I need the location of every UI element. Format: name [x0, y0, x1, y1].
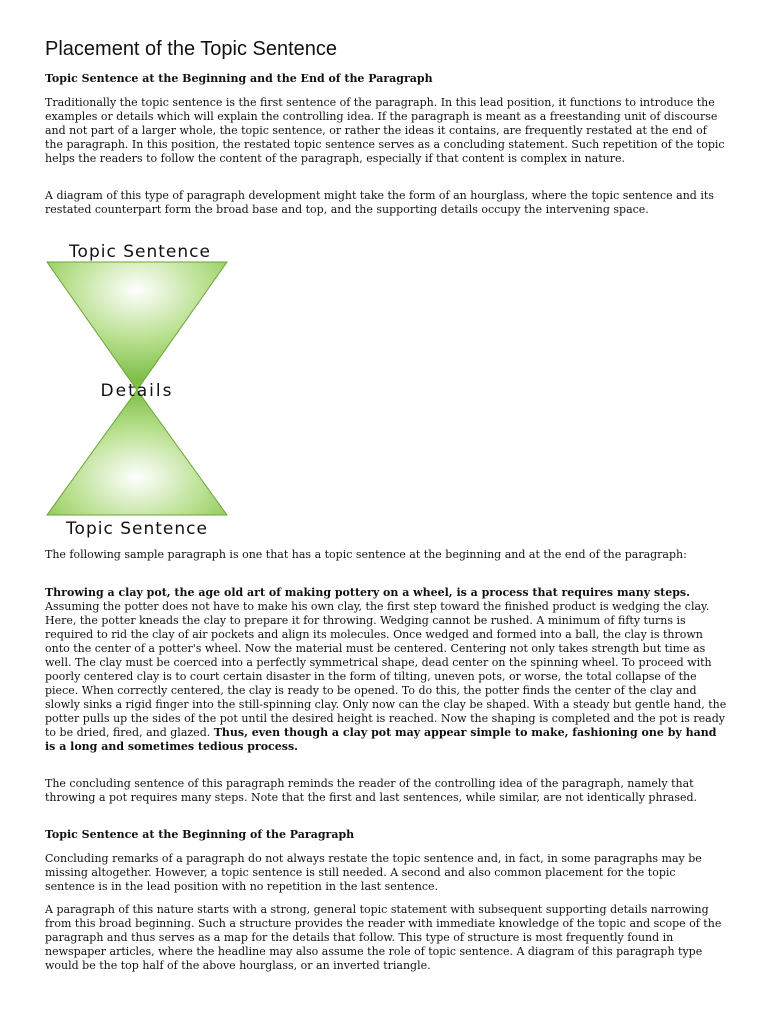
paragraph-concluding-remarks: The concluding sentence of this paragraph reminds the reader of the controlling idea of the paragraph, namely that throwing a pot requires many steps. Note that the first and last sentences, while similar, are not identically phrased.	[45, 777, 698, 804]
diagram-middle-label: Details	[100, 381, 174, 401]
paragraph-traditional-placement: Traditionally the topic sentence is the first sentence of the paragraph. In this lead position, it functions to introduce the examples or details which will explain the controlling idea. If the paragraph is meant as a freestanding unit of discourse and not part of a larger whole, the topic sentence, or rather the ideas it contains, are frequently restated at the end of the paragraph. In this position, the restated topic sentence serves as a concluding statement. Such repetition of the topic helps the readers to follow the content of the paragraph, especially if that content is complex in nature.	[45, 96, 725, 165]
diagram-top-label: Topic Sentence	[69, 242, 211, 262]
bottom-triangle	[47, 390, 227, 515]
hourglass-diagram	[45, 240, 235, 540]
top-triangle	[47, 262, 227, 390]
hourglass-svg	[45, 240, 235, 540]
sample-body-text: Assuming the potter does not have to make his own clay, the first step toward the finished product is wedging the clay. Here, the potter kneads the clay to prepare it for throwing. Wedging cannot be rushed. A minimum of fifty turns is required to rid the clay of air pockets and align its molecules. Once wedged and formed into a ball, the clay is thrown onto the center of a potter's wheel. Now the material must be centered. Centering not only takes strength but time as well. The clay must be coerced into a perfectly symmetrical shape, dead center on the spinning wheel. To proceed with poorly centered clay is to court certain disaster in the form of tilting, uneven pots, or worse, the total collapse of the piece. When correctly centered, the clay is ready to be opened. To do this, the potter finds the center of the clay and slowly sinks a rigid finger into the still-spinning clay. Only now can the clay be shaped. With a steady but gentle hand, the potter pulls up the sides of the pot until the desired height is reached. Now the shaping is completed and the pot is ready to be dried, fired, and glazed.	[45, 600, 727, 739]
paragraph-inverted-triangle: A paragraph of this nature starts with a strong, general topic statement with subsequent supporting details narrowing from this broad beginning. Such a structure provides the reader with immediate knowledge of the topic and scope of the paragraph and thus serves as a map for the details that follow. This type of structure is most frequently found in newspaper articles, where the headline may also assume the role of topic sentence. A diagram of this paragraph type would be the top half of the above hourglass, or an inverted triangle.	[45, 903, 722, 972]
paragraph-sample-intro: The following sample paragraph is one that has a topic sentence at the beginning and at the end of the paragraph:	[45, 548, 687, 561]
paragraph-sample	[45, 586, 727, 754]
sample-opening-sentence: Throwing a clay pot, the age old art of making pottery on a wheel, is a process that requires many steps.	[45, 586, 690, 599]
diagram-bottom-label: Topic Sentence	[66, 519, 208, 539]
paragraph-missing-conclusion: Concluding remarks of a paragraph do not always restate the topic sentence and, in fact, in some paragraphs may be missing altogether. However, a topic sentence is still needed. A second and also common placement for the topic sentence is in the lead position with no repetition in the last sentence.	[45, 852, 702, 893]
section-heading-beginning: Topic Sentence at the Beginning of the Paragraph	[45, 828, 355, 841]
paragraph-hourglass-description: A diagram of this type of paragraph development might take the form of an hourglass, where the topic sentence and its restated counterpart form the broad base and top, and the supporting details occupy the intervening space.	[45, 189, 714, 216]
sample-closing-sentence: Thus, even though a clay pot may appear simple to make, fashioning one by hand is a long and sometimes tedious process.	[45, 726, 717, 753]
page-title: Placement of the Topic Sentence	[45, 38, 338, 60]
section-heading-beginning-and-end: Topic Sentence at the Beginning and the End of the Paragraph	[45, 72, 433, 85]
